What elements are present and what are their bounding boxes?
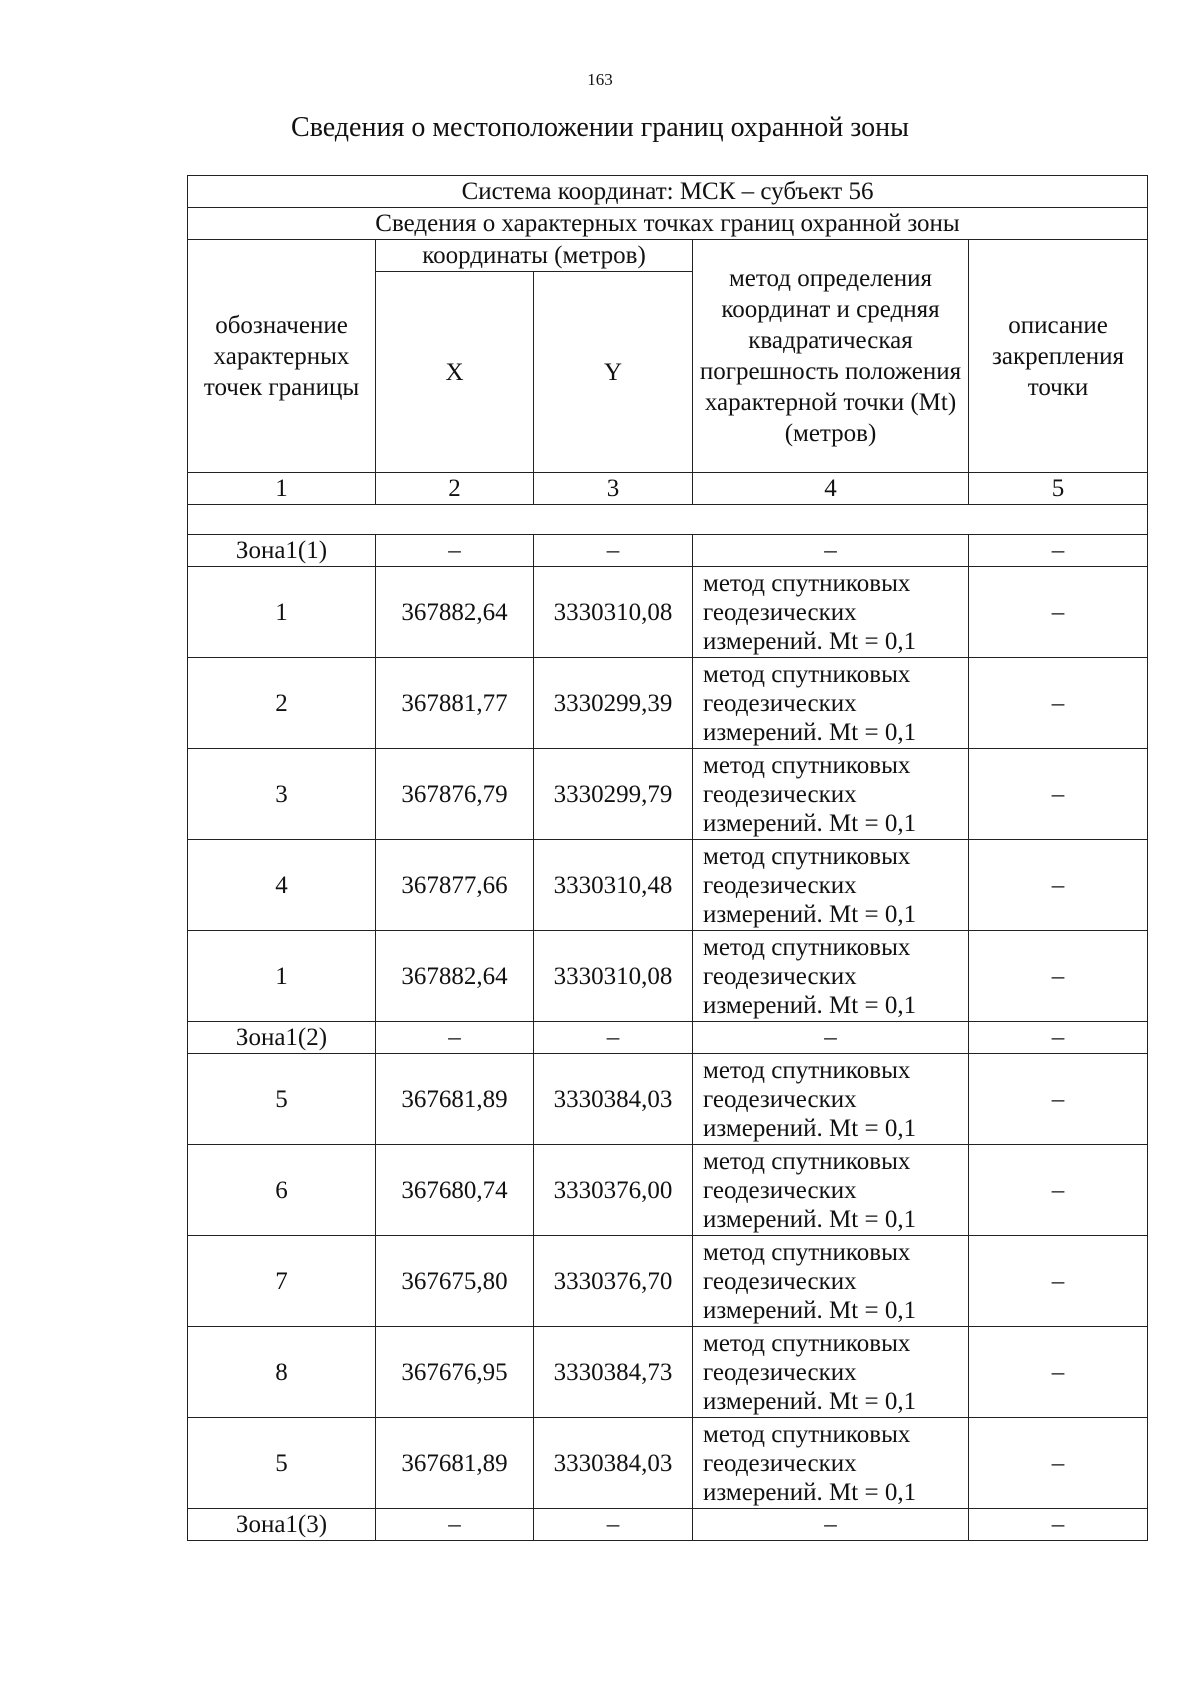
zone-row xyxy=(188,535,1148,567)
method-cell: метод спутниковых геодезических измерений. Mt = 0,1 xyxy=(693,658,969,749)
header-fixing-description: описание закрепления точки xyxy=(969,240,1148,473)
x-coordinate-cell: 367681,89 xyxy=(376,1418,534,1509)
point-designation-cell: 8 xyxy=(188,1327,376,1418)
fixing-description-cell: – xyxy=(969,535,1148,567)
point-designation-cell: Зона1(1) xyxy=(188,535,376,567)
fixing-description-cell: – xyxy=(969,1022,1148,1054)
method-cell: – xyxy=(693,535,969,567)
blank-cell xyxy=(188,505,1148,535)
point-designation-cell: 5 xyxy=(188,1418,376,1509)
table-row xyxy=(188,1054,1148,1145)
table-row xyxy=(188,931,1148,1022)
x-coordinate-cell: 367882,64 xyxy=(376,931,534,1022)
method-cell: метод спутниковых геодезических измерений. Mt = 0,1 xyxy=(693,931,969,1022)
point-designation-cell: 2 xyxy=(188,658,376,749)
point-designation-cell: Зона1(2) xyxy=(188,1022,376,1054)
x-coordinate-cell: – xyxy=(376,535,534,567)
fixing-description-cell: – xyxy=(969,931,1148,1022)
y-coordinate-cell: 3330376,70 xyxy=(534,1236,693,1327)
blank-row xyxy=(188,505,1148,535)
x-coordinate-cell: 367876,79 xyxy=(376,749,534,840)
table-row xyxy=(188,1418,1148,1509)
point-designation-cell: 6 xyxy=(188,1145,376,1236)
point-designation-cell: 5 xyxy=(188,1054,376,1145)
point-designation-cell: 4 xyxy=(188,840,376,931)
fixing-description-cell: – xyxy=(969,1509,1148,1541)
fixing-description-cell: – xyxy=(969,1418,1148,1509)
subtitle-row xyxy=(188,208,1148,240)
page-number: 163 xyxy=(587,70,613,89)
y-coordinate-cell: 3330299,79 xyxy=(534,749,693,840)
table-row xyxy=(188,1327,1148,1418)
coord-system-row xyxy=(188,176,1148,208)
column-number: 2 xyxy=(376,473,534,505)
fixing-description-cell: – xyxy=(969,749,1148,840)
method-cell: метод спутниковых геодезических измерений. Mt = 0,1 xyxy=(693,567,969,658)
method-cell: – xyxy=(693,1509,969,1541)
zone-row xyxy=(188,1022,1148,1054)
fixing-description-cell: – xyxy=(969,1054,1148,1145)
y-coordinate-cell: 3330384,73 xyxy=(534,1327,693,1418)
y-coordinate-cell: 3330310,08 xyxy=(534,931,693,1022)
point-designation-cell: 1 xyxy=(188,567,376,658)
x-coordinate-cell: 367881,77 xyxy=(376,658,534,749)
x-coordinate-cell: 367680,74 xyxy=(376,1145,534,1236)
method-cell: метод спутниковых геодезических измерений. Mt = 0,1 xyxy=(693,840,969,931)
table-row xyxy=(188,658,1148,749)
y-coordinate-cell: – xyxy=(534,535,693,567)
fixing-description-cell: – xyxy=(969,658,1148,749)
page-title: Сведения о местоположении границ охранной зоны xyxy=(291,112,909,143)
column-number: 3 xyxy=(534,473,693,505)
column-number: 4 xyxy=(693,473,969,505)
fixing-description-cell: – xyxy=(969,1236,1148,1327)
method-cell: метод спутниковых геодезических измерений. Mt = 0,1 xyxy=(693,1054,969,1145)
header-point-designation: обозначение характерных точек границы xyxy=(188,240,376,473)
header-row xyxy=(188,240,1148,272)
x-coordinate-cell: 367675,80 xyxy=(376,1236,534,1327)
column-number: 1 xyxy=(188,473,376,505)
method-cell: метод спутниковых геодезических измерений. Mt = 0,1 xyxy=(693,1418,969,1509)
fixing-description-cell: – xyxy=(969,1145,1148,1236)
y-coordinate-cell: 3330384,03 xyxy=(534,1418,693,1509)
coord-system-cell: Система координат: МСК – субъект 56 xyxy=(188,176,1148,208)
column-number: 5 xyxy=(969,473,1148,505)
method-cell: метод спутниковых геодезических измерений. Mt = 0,1 xyxy=(693,749,969,840)
x-coordinate-cell: – xyxy=(376,1022,534,1054)
zone-row xyxy=(188,1509,1148,1541)
fixing-description-cell: – xyxy=(969,567,1148,658)
point-designation-cell: 3 xyxy=(188,749,376,840)
y-coordinate-cell: – xyxy=(534,1022,693,1054)
header-method: метод определения координат и средняя квадратическая погрешность положения характерной точки (Mt) (метров) xyxy=(693,240,969,473)
point-designation-cell: 1 xyxy=(188,931,376,1022)
y-coordinate-cell: 3330310,08 xyxy=(534,567,693,658)
y-coordinate-cell: 3330384,03 xyxy=(534,1054,693,1145)
y-coordinate-cell: 3330376,00 xyxy=(534,1145,693,1236)
method-cell: – xyxy=(693,1022,969,1054)
header-y: Y xyxy=(534,272,693,473)
x-coordinate-cell: 367676,95 xyxy=(376,1327,534,1418)
point-designation-cell: 7 xyxy=(188,1236,376,1327)
point-designation-cell: Зона1(3) xyxy=(188,1509,376,1541)
column-numbers-row xyxy=(188,473,1148,505)
table-row xyxy=(188,567,1148,658)
table-row xyxy=(188,1236,1148,1327)
table-row xyxy=(188,749,1148,840)
method-cell: метод спутниковых геодезических измерений. Mt = 0,1 xyxy=(693,1236,969,1327)
table-row xyxy=(188,840,1148,931)
table-row xyxy=(188,1145,1148,1236)
x-coordinate-cell: 367882,64 xyxy=(376,567,534,658)
fixing-description-cell: – xyxy=(969,1327,1148,1418)
y-coordinate-cell: 3330310,48 xyxy=(534,840,693,931)
header-coordinates: координаты (метров) xyxy=(376,240,693,272)
x-coordinate-cell: – xyxy=(376,1509,534,1541)
boundary-points-table xyxy=(187,175,1148,1541)
y-coordinate-cell: – xyxy=(534,1509,693,1541)
x-coordinate-cell: 367877,66 xyxy=(376,840,534,931)
fixing-description-cell: – xyxy=(969,840,1148,931)
table-subtitle-cell: Сведения о характерных точках границ охранной зоны xyxy=(188,208,1148,240)
x-coordinate-cell: 367681,89 xyxy=(376,1054,534,1145)
y-coordinate-cell: 3330299,39 xyxy=(534,658,693,749)
method-cell: метод спутниковых геодезических измерений. Mt = 0,1 xyxy=(693,1327,969,1418)
header-x: X xyxy=(376,272,534,473)
method-cell: метод спутниковых геодезических измерений. Mt = 0,1 xyxy=(693,1145,969,1236)
